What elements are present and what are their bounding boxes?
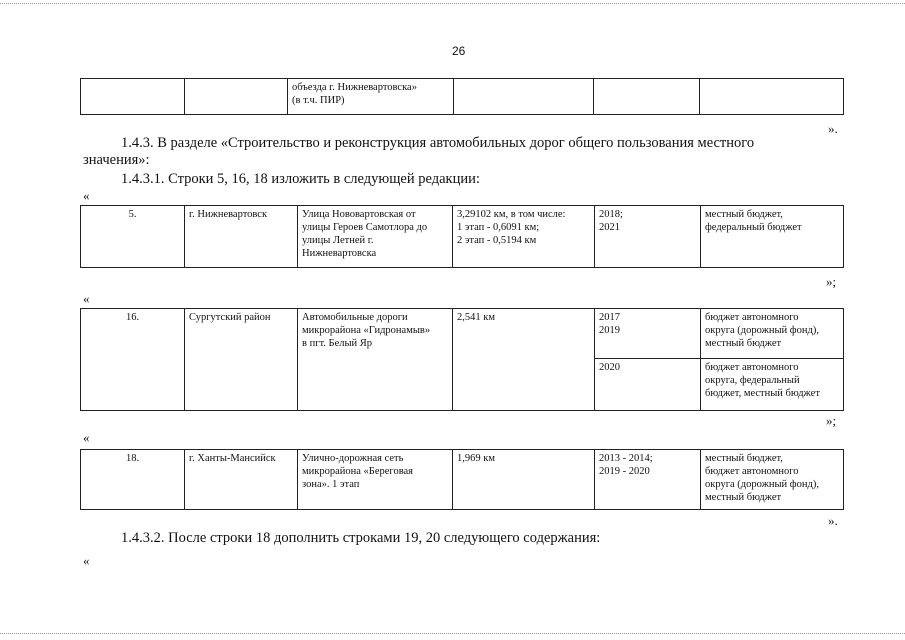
empty-cell xyxy=(185,79,288,115)
table-row-5 xyxy=(80,205,844,268)
row-number: 18. xyxy=(81,450,185,510)
years-cell xyxy=(595,359,701,411)
paragraph-1-4-3-2: 1.4.3.2. После строки 18 дополнить строками 19, 20 следующего содержания: xyxy=(121,530,601,546)
cell-line: местный бюджет xyxy=(705,492,782,503)
row-number: 5. xyxy=(81,206,185,268)
capacity-cell: 2,541 км xyxy=(453,309,595,411)
cell-line: 2 этап - 0,5194 км xyxy=(457,235,537,246)
page-number: 26 xyxy=(452,44,466,58)
source-cell xyxy=(701,206,844,268)
source-cell xyxy=(701,359,844,411)
cell-line: бюджет автономного xyxy=(705,312,799,323)
object-cell xyxy=(288,79,454,115)
capacity-cell: 1,969 км xyxy=(453,450,595,510)
cell-line: Нижневартовска xyxy=(302,248,377,259)
cell-line: 2017 xyxy=(599,312,620,323)
open-quote: « xyxy=(83,291,90,306)
object-cell xyxy=(298,309,453,411)
source-cell xyxy=(701,309,844,359)
years-cell xyxy=(595,450,701,510)
top-edge-dots xyxy=(0,3,905,4)
cell-line: 2019 xyxy=(599,325,620,336)
cell-line: зона». 1 этап xyxy=(302,479,360,490)
cell-line: бюджет, местный бюджет xyxy=(705,388,820,399)
cell-line: Автомобильные дороги xyxy=(302,312,408,323)
cell-line: бюджет автономного xyxy=(705,362,799,373)
table-row-18 xyxy=(80,449,844,510)
place-cell: г. Нижневартовск xyxy=(185,206,298,268)
cell-line: 1 этап - 0,6091 км; xyxy=(457,222,540,233)
top-continuation-table xyxy=(80,78,844,115)
end-mark: »; xyxy=(826,413,837,428)
end-mark: »; xyxy=(826,274,837,289)
empty-cell xyxy=(454,79,594,115)
object-cell xyxy=(298,206,453,268)
cell-line: 2019 - 2020 xyxy=(599,466,650,477)
end-mark: ». xyxy=(828,513,838,528)
cell-line: 2020 xyxy=(599,362,620,373)
cell-line: бюджет автономного xyxy=(705,466,799,477)
cell-line: федеральный бюджет xyxy=(705,222,802,233)
cell-line: микрорайона «Береговая xyxy=(302,466,414,477)
cell-line: округа (дорожный фонд), xyxy=(705,325,819,336)
cell-line: в пгт. Белый Яр xyxy=(302,338,373,349)
open-quote: « xyxy=(83,553,90,568)
cell-line: Улично-дорожная сеть xyxy=(302,453,404,464)
paragraph-1-4-3-cont: значения»: xyxy=(83,152,150,168)
place-cell: Сургутский район xyxy=(185,309,298,411)
capacity-cell xyxy=(453,206,595,268)
years-cell xyxy=(595,309,701,359)
cell-line: (в т.ч. ПИР) xyxy=(292,95,345,106)
empty-cell xyxy=(594,79,700,115)
row-number: 16. xyxy=(81,309,185,411)
years-cell xyxy=(595,206,701,268)
cell-line: округа, федеральный xyxy=(705,375,800,386)
cell-line: микрорайона «Гидронамыв» xyxy=(302,325,431,336)
cell-line: 3,29102 км, в том числе: xyxy=(457,209,566,220)
bottom-edge-dots xyxy=(0,633,905,634)
cell-line: местный бюджет, xyxy=(705,209,783,220)
object-cell xyxy=(298,450,453,510)
cell-line: улицы Летней г. xyxy=(302,235,374,246)
paragraph-1-4-3: 1.4.3. В разделе «Строительство и реконструкция автомобильных дорог общего пользования местного xyxy=(121,135,755,151)
cell-line: Улица Нововартовская от xyxy=(302,209,416,220)
empty-cell xyxy=(700,79,844,115)
open-quote: « xyxy=(83,430,90,445)
end-mark: ». xyxy=(828,121,838,136)
table-row-16 xyxy=(80,308,844,411)
cell-line: местный бюджет, xyxy=(705,453,783,464)
cell-line: округа (дорожный фонд), xyxy=(705,479,819,490)
cell-line: улицы Героев Самотлора до xyxy=(302,222,428,233)
source-cell xyxy=(701,450,844,510)
cell-line: местный бюджет xyxy=(705,338,782,349)
cell-line: 2021 xyxy=(599,222,620,233)
cell-line: объезда г. Нижневартовска» xyxy=(292,82,417,93)
place-cell: г. Ханты-Мансийск xyxy=(185,450,298,510)
empty-cell xyxy=(81,79,185,115)
open-quote: « xyxy=(83,188,90,203)
paragraph-1-4-3-1: 1.4.3.1. Строки 5, 16, 18 изложить в следующей редакции: xyxy=(121,171,480,187)
cell-line: 2018; xyxy=(599,209,623,220)
cell-line: 2013 - 2014; xyxy=(599,453,653,464)
